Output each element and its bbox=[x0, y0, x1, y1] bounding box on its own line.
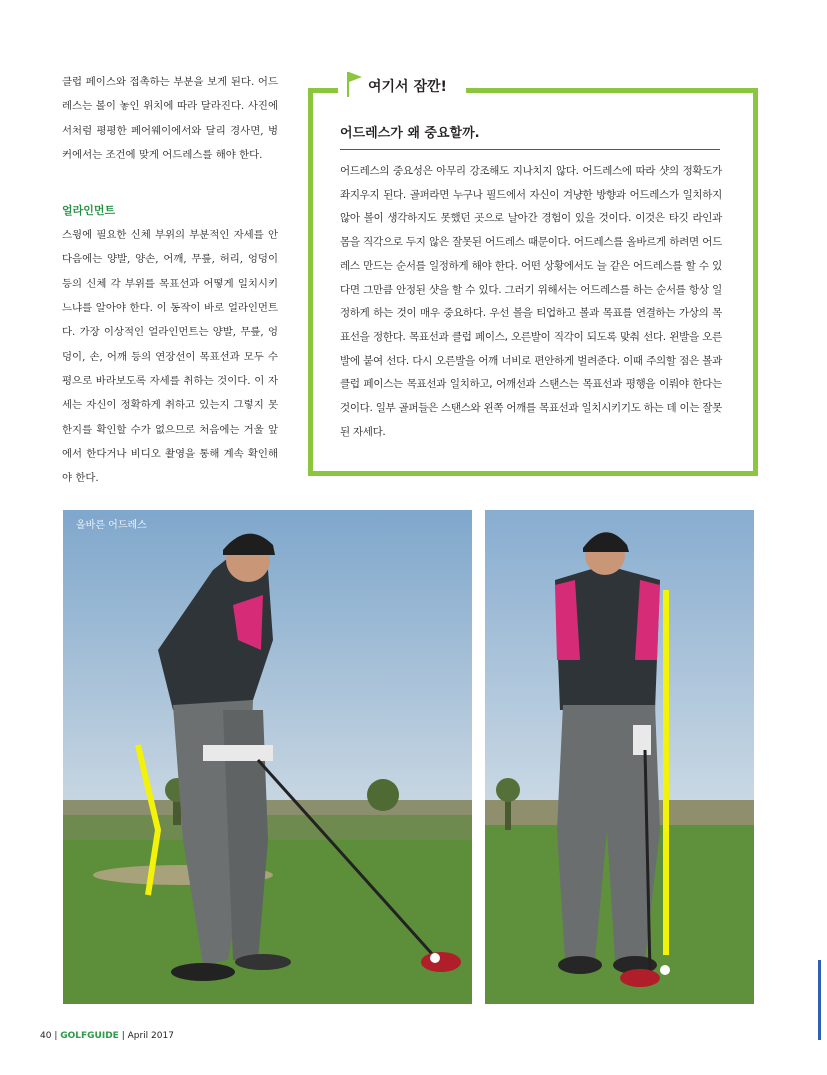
page-edge bbox=[815, 0, 827, 1075]
tip-box-body: 어드레스의 중요성은 아무리 강조해도 지나치지 않다. 어드레스에 따라 샷의 정확도가 좌지우지 된다. 골퍼라면 누구나 필드에서 자신이 겨냥한 방향과 어드레스가 일치하지 않아 볼이 생각하지도 못했던 곳으로 날아간 경험이 있을 것이다. 이것은 타깃 라인과 몸을 직각으로 두지 않은 잘못된 어드레스 때문이다. 어드레스를 올바르게 하려면 어드레스 만드는 순서를 일정하게 해야 한다. 어떤 상황에서도 늘 같은 어드레스를 할 수 있다면 그만큼 안정된 샷을 할 수 있다. 그러기 위해서는 어드레스를 하는 순서를 항상 일정하게 하는 것이 매우 중요하다. 우선 볼을 티업하고 볼과 목표를 연결하는 가상의 목표선을 정한다. 목표선과 클럽 페이스, 오른발이 직각이 되도록 맞춰 선다. 왼발을 오른발에 붙여 선다. 다시 오른발을 어깨 너비로 편안하게 벌려준다. 이때 주의할 점은 볼과 클럽 페이스는 목표선과 일치하고, 어깨선과 스탠스는 목표선과 평행을 이뤄야 한다는 것이다. 일부 골퍼들은 스탠스와 왼쪽 어깨를 목표선과 일치시키기도 하는 데 이는 잘못된 자세다. bbox=[340, 165, 722, 438]
left-column bbox=[62, 70, 278, 490]
photo-address-front-view bbox=[485, 510, 754, 1004]
footer-brand: GOLFGUIDE bbox=[60, 1031, 119, 1041]
footer-date: April 2017 bbox=[127, 1031, 174, 1041]
page-footer bbox=[40, 1031, 174, 1041]
footer-separator: | bbox=[121, 1031, 128, 1041]
left-paragraph-1: 클럽 페이스와 접촉하는 부분을 보게 된다. 어드레스는 볼이 놓인 위치에 따라 달라진다. 사진에서처럼 평평한 페어웨이에서와 달리 경사면, 벙커에서는 조건에 맞게 어드레스를 해야 한다. bbox=[62, 76, 278, 161]
photo-caption: 올바른 어드레스 bbox=[76, 520, 147, 531]
tip-box-divider bbox=[340, 149, 720, 150]
footer-separator: | bbox=[54, 1031, 61, 1041]
tip-box-label: 여기서 잠깐! bbox=[368, 79, 447, 95]
flag-icon bbox=[344, 70, 364, 98]
photo-address-side-view bbox=[63, 510, 472, 1004]
section-title-alignment: 얼라인먼트 bbox=[62, 204, 116, 218]
left-paragraph-2: 스윙에 필요한 신체 부위의 부분적인 자세를 안 다음에는 양발, 양손, 어깨, 무릎, 허리, 엉덩이 등의 신체 각 부위를 목표선과 어떻게 일치시키느냐를 알아야 한다. 이 동작이 바로 얼라인먼트다. 가장 이상적인 얼라인먼트는 양발, 무릎, 엉덩이, 손, 어깨 등의 연장선이 목표선과 모두 수평으로 바라보도록 자세를 취하는 것이다. 이 자세는 자신이 정확하게 취하고 있는지 그렇지 못한지를 확인할 수가 없으므로 처음에는 거울 앞에서 한다거나 비디오 촬영을 통해 계속 확인해야 한다. bbox=[62, 229, 278, 485]
tip-box-title: 어드레스가 왜 중요할까. bbox=[340, 126, 480, 141]
page-number: 40 bbox=[40, 1031, 52, 1041]
page-edge-accent bbox=[818, 960, 821, 1040]
